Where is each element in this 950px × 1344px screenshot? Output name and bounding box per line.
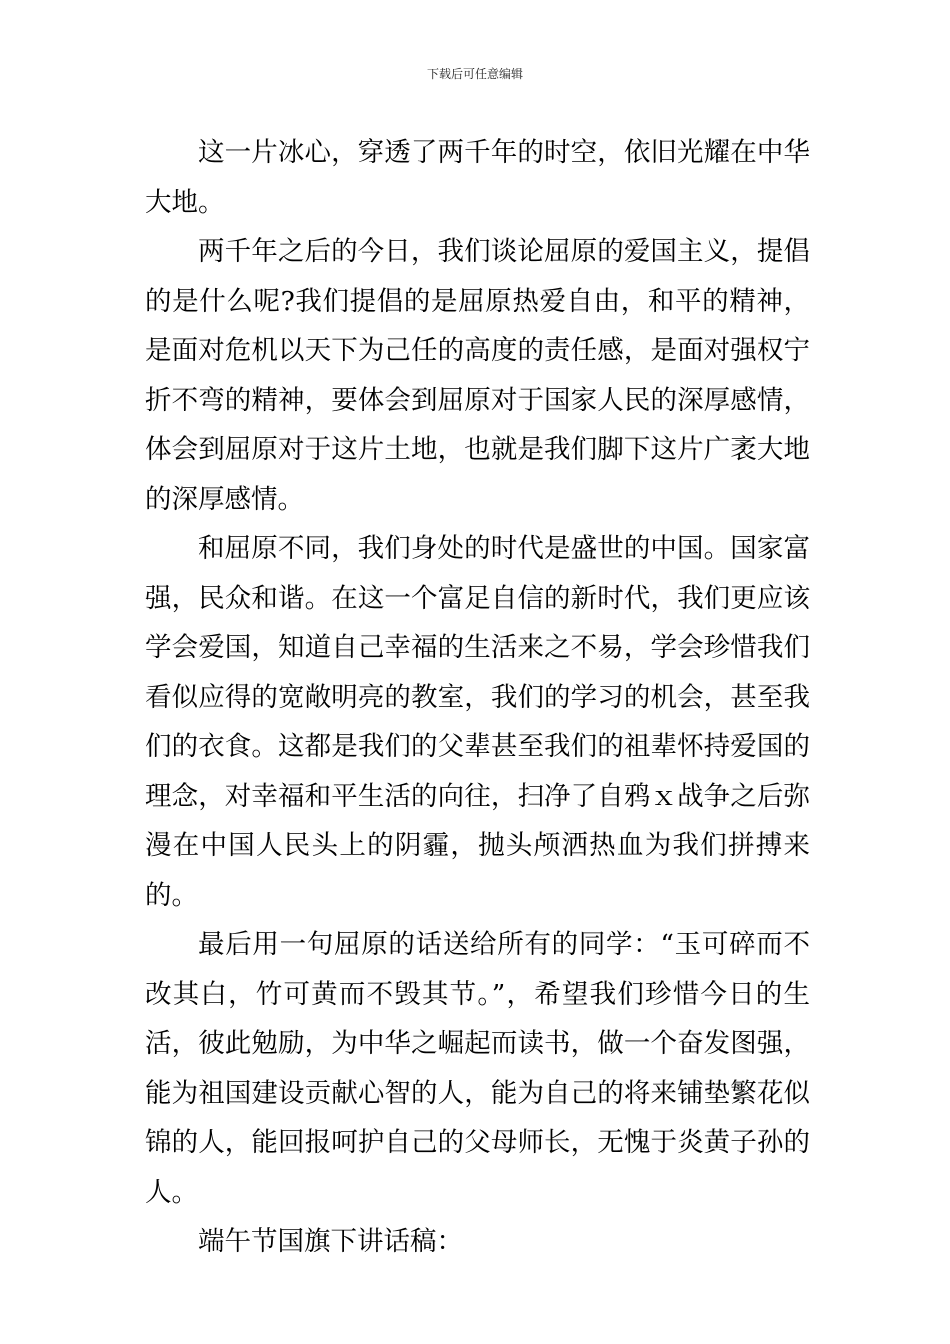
section-heading: 端午节国旗下讲话稿： <box>198 1226 463 1257</box>
paragraph-2: 两千年之后的今日，我们谈论屈原的爱国主义，提倡的是什么呢?我们提倡的是屈原热爱自由，和平的精神，是面对危机以天下为己任的高度的责任感，是面对强权宁折不弯的精神，要体会到屈原对于国家人民的深厚感情，体会到屈原对于这片土地，也就是我们脚下这片广袤大地的深厚感情。 <box>145 236 810 515</box>
document-body <box>145 128 810 1267</box>
paragraph-4: 最后用一句屈原的话送给所有的同学：“玉可碎而不改其白，竹可黄而不毁其节。”，希望我们珍惜今日的生活，彼此勉励，为中华之崛起而读书，做一个奋发图强，能为祖国建设贡献心智的人，能为自己的将来铺垫繁花似锦的人，能回报呵护自己的父母师长，无愧于炎黄子孙的人。 <box>145 929 810 1208</box>
paragraph-3: 和屈原不同，我们身处的时代是盛世的中国。国家富强，民众和谐。在这一个富足自信的新时代，我们更应该学会爱国，知道自己幸福的生活来之不易，学会珍惜我们看似应得的宽敞明亮的教室，我们的学习的机会，甚至我们的衣食。这都是我们的父辈甚至我们的祖辈怀持爱国的理念，对幸福和平生活的向往，扫净了自鸦ｘ战争之后弥漫在中国人民头上的阴霾，抛头颅洒热血为我们拼搏来的。 <box>145 533 810 911</box>
page-header: 下载后可任意编辑 <box>426 67 523 81</box>
paragraph-1: 这一片冰心，穿透了两千年的时空，依旧光耀在中华大地。 <box>145 137 810 218</box>
